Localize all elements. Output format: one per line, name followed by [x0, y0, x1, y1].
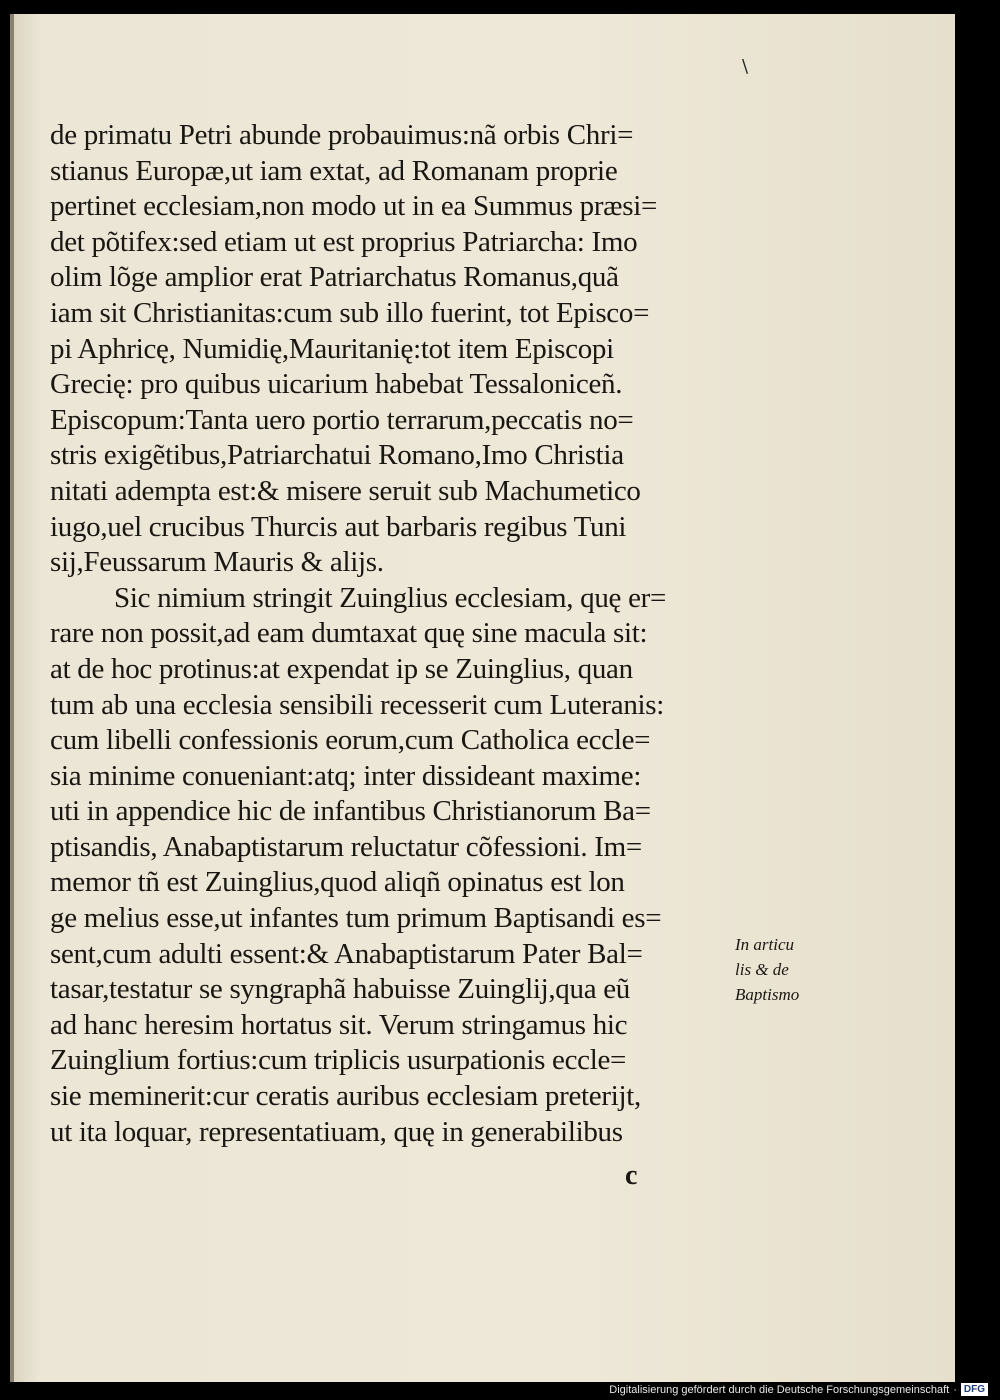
corner-mark: \	[742, 56, 749, 77]
text-line: ge melius esse,ut infantes tum primum Baptisandi es=	[50, 902, 662, 935]
text-line: at de hoc protinus:at expendat ip se Zuinglius, quan	[50, 652, 633, 685]
text-line: tasar,testatur se syngraphã habuisse Zuinglij,qua eũ	[50, 973, 630, 1006]
text-line: cum libelli confessionis eorum,cum Catholica eccle=	[50, 724, 651, 757]
marginal-note-line: Baptismo	[735, 985, 800, 1004]
text-line: ptisandis, Anabaptistarum reluctatur cõfessioni. Im=	[50, 830, 642, 863]
text-line: sia minime conueniant:atq; inter dissideant maxime:	[50, 759, 642, 792]
marginal-note	[735, 932, 825, 1007]
page-gutter-shadow	[10, 14, 14, 1382]
text-line: iugo,uel crucibus Thurcis aut barbaris regibus Tuni	[50, 510, 627, 543]
text-line: stris exigẽtibus,Patriarchatui Romano,Imo Christia	[50, 439, 624, 472]
text-line: Episcopum:Tanta uero portio terrarum,peccatis no=	[50, 403, 634, 436]
text-line: sie meminerit:cur ceratis auribus ecclesiam preterijt,	[50, 1080, 641, 1113]
text-line: uti in appendice hic de infantibus Christianorum Ba=	[50, 795, 651, 828]
text-line: pertinet ecclesiam,non modo ut in ea Summus præsi=	[50, 190, 658, 223]
text-line: pi Aphricę, Numidię,Mauritanię:tot item Episcopi	[50, 332, 614, 365]
footer-credit	[609, 1383, 988, 1396]
marginal-note-line: In articu	[735, 935, 795, 954]
text-line: sij,Feussarum Mauris & alijs.	[50, 546, 384, 579]
text-line: ad hanc heresim hortatus sit. Verum stringamus hic	[50, 1008, 628, 1041]
signature-mark: c	[625, 1160, 638, 1191]
text-line: rare non possit,ad eam dumtaxat quę sine macula sit:	[50, 617, 648, 650]
text-line: memor tñ est Zuinglius,quod aliqñ opinatus est lon	[50, 866, 625, 899]
text-line: sent,cum adulti essent:& Anabaptistarum Pater Bal=	[50, 937, 643, 970]
text-line: Zuinglium fortius:cum triplicis usurpationis eccle=	[50, 1044, 627, 1077]
marginal-note-line: lis & de	[735, 960, 789, 979]
text-line: Grecię: pro quibus uicarium habebat Tessaloniceñ.	[50, 368, 623, 401]
text-line: tum ab una ecclesia sensibili recesserit cum Luteranis:	[50, 688, 665, 721]
text-line: nitati adempta est:& misere seruit sub Machumetico	[50, 474, 641, 507]
main-text	[50, 118, 750, 1150]
text-line: olim lõge amplior erat Patriarchatus Romanus,quã	[50, 261, 619, 294]
text-line: ut ita loquar, representatiuam, quę in generabilibus	[50, 1115, 623, 1148]
text-line: det põtifex:sed etiam ut est proprius Patriarcha: Imo	[50, 225, 638, 258]
text-line: stianus Europæ,ut iam extat, ad Romanam proprie	[50, 154, 618, 187]
text-line: iam sit Christianitas:cum sub illo fuerint, tot Episco=	[50, 296, 650, 329]
text-line: de primatu Petri abunde probauimus:nã orbis Chri=	[50, 119, 634, 151]
dfg-logo-icon: DFG	[961, 1383, 988, 1396]
text-line-paragraph-start: Sic nimium stringit Zuinglius ecclesiam, quę er=	[114, 581, 667, 614]
footer-text: Digitalisierung gefördert durch die Deutsche Forschungsgemeinschaft	[609, 1383, 950, 1396]
footer-separator: ·	[953, 1383, 957, 1396]
